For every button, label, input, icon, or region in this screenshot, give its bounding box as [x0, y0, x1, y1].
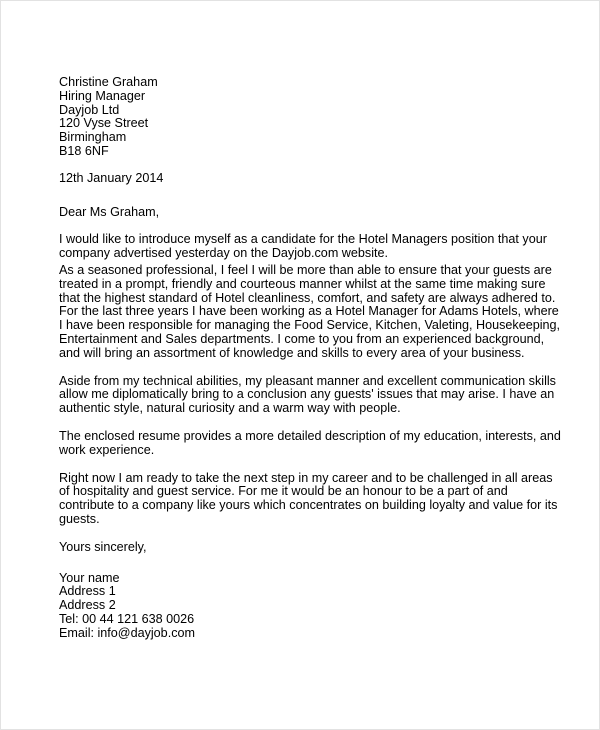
recipient-postcode: B18 6NF	[59, 143, 109, 158]
paragraph-line: treated in a prompt, friendly and courteous manner whilst at the same time making sure	[59, 276, 546, 291]
paragraph-line: Right now I am ready to take the next step in my career and to be challenged in all areas	[59, 470, 553, 485]
letter-date	[59, 172, 559, 186]
closing-text: Yours sincerely,	[59, 539, 147, 554]
paragraph-line: that the highest standard of Hotel cleanliness, comfort, and safety are always adhered to.	[59, 290, 556, 305]
cover-letter	[59, 76, 559, 641]
paragraph-next-step	[59, 472, 559, 527]
signature-address-1: Address 1	[59, 584, 116, 599]
paragraph-line: guests.	[59, 511, 100, 526]
paragraph-line: and will bring an assortment of knowledge and skills to every area of your business.	[59, 345, 525, 360]
paragraph-experience	[59, 264, 559, 361]
signature-address-2: Address 2	[59, 598, 116, 613]
salutation	[59, 206, 559, 220]
paragraph-introduction	[59, 233, 559, 261]
paragraph-line: The enclosed resume provides a more detailed description of my education, interests, and	[59, 428, 561, 443]
paragraph-line: I have been responsible for managing the Food Service, Kitchen, Valeting, Housekeeping,	[59, 318, 561, 333]
paragraph-line: company advertised yesterday on the Dayjob.com website.	[59, 246, 389, 261]
paragraph-skills	[59, 375, 559, 416]
recipient-company: Dayjob Ltd	[59, 102, 120, 117]
recipient-street: 120 Vyse Street	[59, 116, 149, 131]
paragraph-line: contribute to a company like yours which concentrates on building loyalty and value for its	[59, 498, 558, 513]
paragraph-line: authentic style, natural curiosity and a warm way with people.	[59, 401, 401, 416]
paragraph-line: work experience.	[59, 442, 155, 457]
recipient-city: Birmingham	[59, 130, 127, 145]
signature-name: Your name	[59, 570, 120, 585]
paragraph-line: Entertainment and Sales departments. I come to you from an experienced background,	[59, 331, 545, 346]
recipient-title: Hiring Manager	[59, 88, 146, 103]
paragraph-line: As a seasoned professional, I feel I will be more than able to ensure that your guests are	[59, 262, 552, 277]
paragraph-line: of hospitality and guest service. For me it would be an honour to be a part of and	[59, 484, 508, 499]
recipient-address	[59, 76, 559, 159]
paragraph-resume	[59, 430, 559, 458]
date-text: 12th January 2014	[59, 170, 164, 185]
paragraph-line: For the last three years I have been working as a Hotel Manager for Adams Hotels, where	[59, 304, 559, 319]
paragraph-line: I would like to introduce myself as a candidate for the Hotel Managers position that your	[59, 232, 547, 247]
signature-email: Email: info@dayjob.com	[59, 625, 195, 640]
closing	[59, 541, 559, 555]
signature-block	[59, 572, 559, 641]
paragraph-line: allow me diplomatically bring to a conclusion any guests' issues that may arise. I have an	[59, 387, 555, 402]
salutation-text: Dear Ms Graham,	[59, 204, 160, 219]
recipient-name: Christine Graham	[59, 75, 158, 89]
paragraph-line: Aside from my technical abilities, my pleasant manner and excellent communication skills	[59, 373, 556, 388]
signature-phone: Tel: 00 44 121 638 0026	[59, 611, 195, 626]
